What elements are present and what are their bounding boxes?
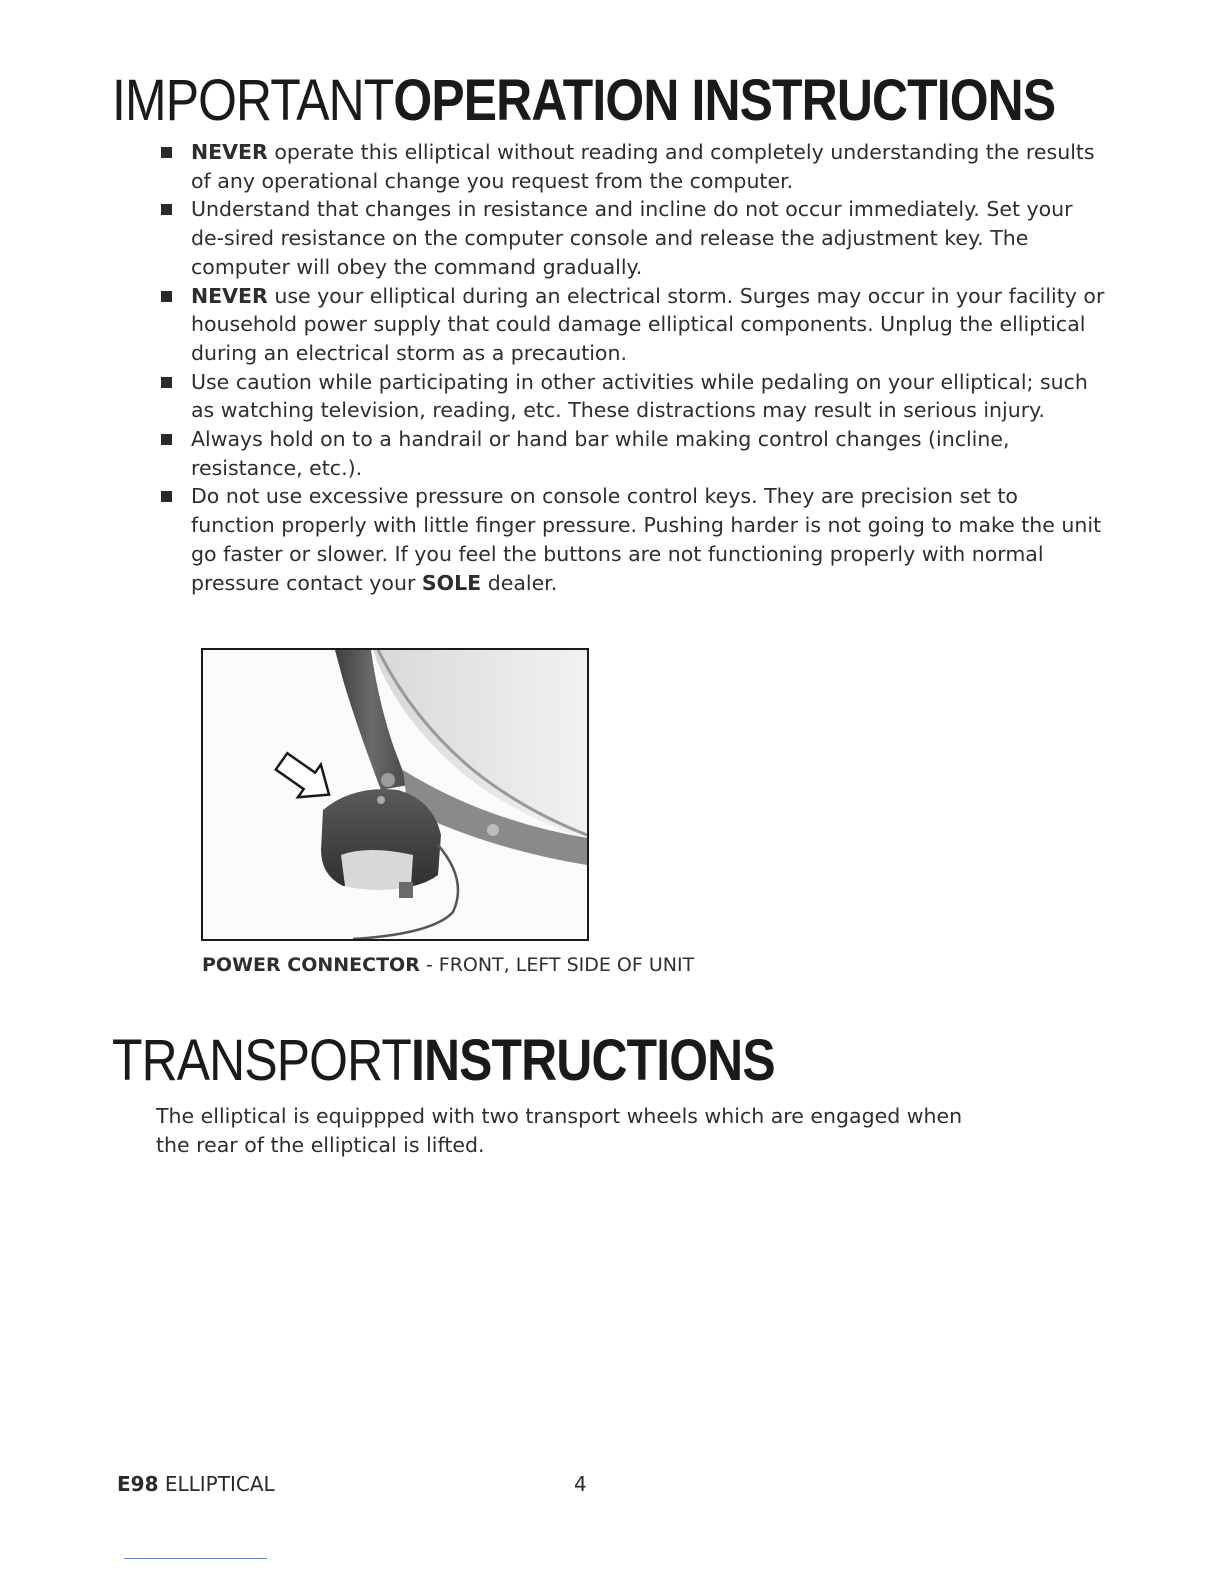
operation-heading-bold: OPERATION INSTRUCTIONS [393,68,1056,133]
power-connector-illustration [203,650,587,939]
instruction-text: use your elliptical during an electrical storm. Surges may occur in your facility or household power supply that could damage elliptical components. Unplug the elliptical during an electrical storm as a precaution. [191,283,1105,365]
footer-model-rest: ELLIPTICAL [158,1472,275,1496]
instruction-item [156,482,1106,597]
figure-caption-rest: - FRONT, LEFT SIDE OF UNIT [419,954,695,976]
transport-paragraph: The elliptical is equippped with two transport wheels which are engaged when the rear of the elliptical is lifted. [156,1104,963,1157]
footer-model-bold: E98 [117,1472,159,1496]
instruction-text: Understand that changes in resistance and incline do not occur immediately. Set your de-sired resistance on the computer console and release the adjustment key. The computer will obey the command gradually. [191,197,1073,279]
transport-heading-light: TRANSPORT [112,1028,411,1093]
instruction-lead: NEVER [191,140,268,164]
square-bullet-icon [161,204,172,215]
instruction-item [156,195,1106,281]
instruction-item [156,425,1106,482]
operation-heading-light: IMPORTANT [112,68,394,133]
instruction-text: Use caution while participating in other activities while pedaling on your elliptical; such as watching television, reading, etc. These distractions may result in serious injury. [191,369,1088,423]
operation-instructions-list [156,138,1106,597]
square-bullet-icon [161,147,172,158]
figure-caption-bold: POWER CONNECTOR [202,954,420,976]
square-bullet-icon [161,434,172,445]
bolt-icon [487,824,499,836]
square-bullet-icon [161,291,172,302]
page-number: 4 [574,1472,587,1496]
brand-name: SOLE [421,570,482,595]
pointer-arrow-icon [270,745,340,811]
power-connector-figure [201,648,589,941]
plug-stub [399,882,413,898]
transport-heading [112,1028,775,1094]
figure-caption [202,952,694,978]
instruction-text: operate this elliptical without reading and completely understanding the results of any operational change you request from the computer. [191,140,1095,193]
transport-heading-bold: INSTRUCTIONS [410,1028,775,1093]
instruction-text: Do not use excessive pressure on console control keys. They are precision set to function properly with little finger pressure. Pushing harder is not going to make the unit go faster or slower. If you feel the buttons are not functioning properly with normal pressure contact your [191,484,1102,595]
instruction-text: Always hold on to a handrail or hand bar while making control changes (incline, resistance, etc.). [191,427,1010,480]
instruction-lead: NEVER [191,283,268,308]
square-bullet-icon [161,491,172,502]
footer-divider [124,1558,267,1559]
operation-heading [112,68,1055,134]
instruction-item [156,282,1106,368]
footer-model-label [117,1470,275,1498]
bolt-icon [377,796,385,804]
instruction-item [156,138,1106,195]
square-bullet-icon [161,377,172,388]
instruction-item [156,368,1106,425]
instruction-text-tail: dealer. [481,570,558,595]
bolt-icon [381,773,395,787]
